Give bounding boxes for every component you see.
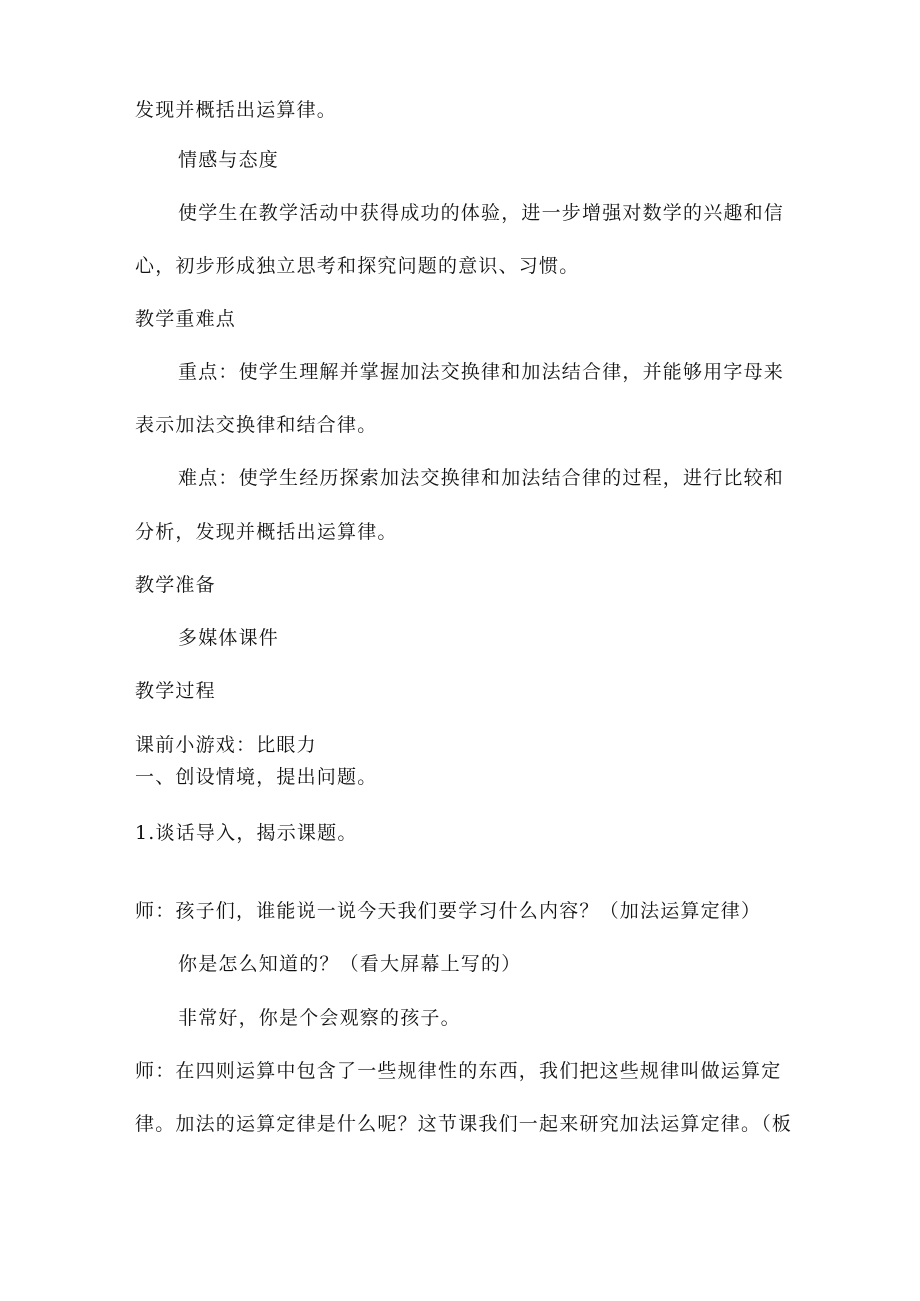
section-heading-preparation: 教学准备 <box>135 574 216 596</box>
text-line: 师：在四则运算中包含了一些规律性的东西，我们把这些规律叫做运算定 <box>135 1060 782 1082</box>
text-line: 重点：使学生理解并掌握加法交换律和加法结合律，并能够用字母来 <box>178 361 785 383</box>
text-line: 多媒体课件 <box>178 627 280 649</box>
section-heading-key-difficulty: 教学重难点 <box>135 308 237 330</box>
text-line: 难点：使学生经历探索加法交换律和加法结合律的过程，进行比较和 <box>178 467 785 489</box>
text-line: 你是怎么知道的？（看大屏幕上写的） <box>178 953 522 975</box>
text-line: 非常好，你是个会观察的孩子。 <box>178 1007 461 1029</box>
text-line: 使学生在教学活动中获得成功的体验，进一步增强对数学的兴趣和信 <box>178 202 785 224</box>
section-heading-process: 教学过程 <box>135 680 216 702</box>
text-line: 分析，发现并概括出运算律。 <box>135 521 398 543</box>
subheading-step-one: 一、创设情境，提出问题。 <box>135 766 378 788</box>
text-line: 表示加法交换律和结合律。 <box>135 414 378 436</box>
text-line: 师：孩子们，谁能说一说今天我们要学习什么内容？（加法运算定律） <box>135 900 762 922</box>
text-line: 课前小游戏：比眼力 <box>135 734 317 756</box>
subheading-emotion-attitude: 情感与态度 <box>178 149 280 171</box>
text-line: 1.谈话导入，揭示课题。 <box>135 822 358 844</box>
text-line: 心，初步形成独立思考和探究问题的意识、习惯。 <box>135 255 580 277</box>
text-line: 发现并概括出运算律。 <box>135 99 338 121</box>
text-line: 律。加法的运算定律是什么呢？这节课我们一起来研究加法运算定律。（板 <box>135 1113 793 1135</box>
